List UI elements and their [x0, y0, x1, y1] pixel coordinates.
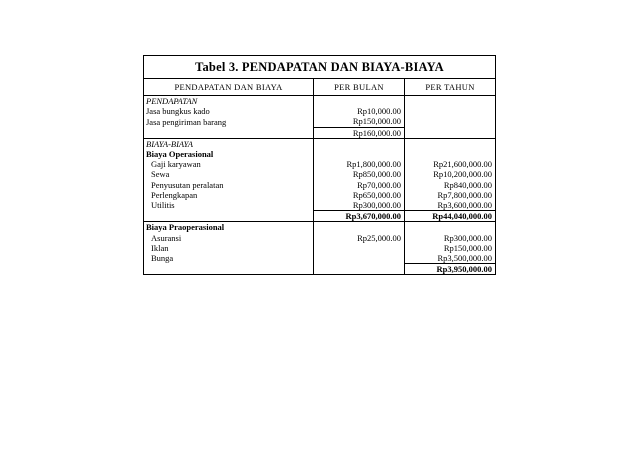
table-row: [144, 232, 496, 242]
row-per-year: Rp840,000.00: [405, 180, 496, 190]
income-expense-table: [143, 55, 496, 275]
subsection-row: [144, 149, 496, 159]
row-per-year: Rp7,800,000.00: [405, 190, 496, 200]
pendapatan-total-per-month: Rp160,000.00: [314, 127, 405, 138]
table-title-row: [144, 56, 496, 79]
row-per-month: Rp10,000.00: [314, 106, 405, 116]
table-row: [144, 200, 496, 211]
header-row: [144, 79, 496, 96]
subsection-heading-operasional: Biaya Operasional: [144, 149, 314, 159]
table-row: [144, 116, 496, 127]
row-per-month: Rp300,000.00: [314, 200, 405, 211]
subtotal-row: [144, 264, 496, 275]
table-row: [144, 159, 496, 169]
row-label: Gaji karyawan: [144, 159, 314, 169]
section-row: [144, 96, 496, 107]
row-per-month: Rp1,800,000.00: [314, 159, 405, 169]
section-heading-pendapatan: PENDAPATAN: [144, 96, 314, 107]
table-row: [144, 180, 496, 190]
subtotal-row: [144, 211, 496, 222]
subtotal-row: [144, 127, 496, 138]
row-per-month: Rp25,000.00: [314, 232, 405, 242]
header-per-year: PER TAHUN: [405, 79, 496, 96]
row-label: Jasa bungkus kado: [144, 106, 314, 116]
subsection-row: [144, 222, 496, 233]
row-per-year: Rp21,600,000.00: [405, 159, 496, 169]
row-per-month: Rp70,000.00: [314, 180, 405, 190]
table-title: Tabel 3. PENDAPATAN DAN BIAYA-BIAYA: [144, 56, 496, 79]
row-label: Iklan: [144, 243, 314, 253]
section-row: [144, 138, 496, 149]
row-per-year: Rp150,000.00: [405, 243, 496, 253]
row-per-month: Rp850,000.00: [314, 169, 405, 179]
header-description: PENDAPATAN DAN BIAYA: [144, 79, 314, 96]
table-row: [144, 106, 496, 116]
row-label: Jasa pengiriman barang: [144, 116, 314, 127]
table-row: [144, 190, 496, 200]
table-row: [144, 253, 496, 264]
table-row: [144, 243, 496, 253]
row-label: Perlengkapan: [144, 190, 314, 200]
row-per-year: Rp10,200,000.00: [405, 169, 496, 179]
row-per-month: Rp650,000.00: [314, 190, 405, 200]
row-per-year: Rp3,600,000.00: [405, 200, 496, 211]
row-per-month: [314, 243, 405, 253]
operasional-total-per-month: Rp3,670,000.00: [314, 211, 405, 222]
row-label: Sewa: [144, 169, 314, 179]
row-label: Penyusutan peralatan: [144, 180, 314, 190]
income-expense-table-container: [143, 55, 495, 275]
row-label: Utilitis: [144, 200, 314, 211]
row-per-year: Rp3,500,000.00: [405, 253, 496, 264]
row-per-month: [314, 253, 405, 264]
row-label: Bunga: [144, 253, 314, 264]
subsection-heading-praoperasional: Biaya Praoperasional: [144, 222, 314, 233]
row-label: Asuransi: [144, 232, 314, 242]
table-row: [144, 169, 496, 179]
praoperasional-total-per-year: Rp3,950,000.00: [405, 264, 496, 275]
section-heading-biaya: BIAYA-BIAYA: [144, 138, 314, 149]
row-per-month: Rp150,000.00: [314, 116, 405, 127]
operasional-total-per-year: Rp44,040,000.00: [405, 211, 496, 222]
row-per-year: Rp300,000.00: [405, 232, 496, 242]
header-per-month: PER BULAN: [314, 79, 405, 96]
